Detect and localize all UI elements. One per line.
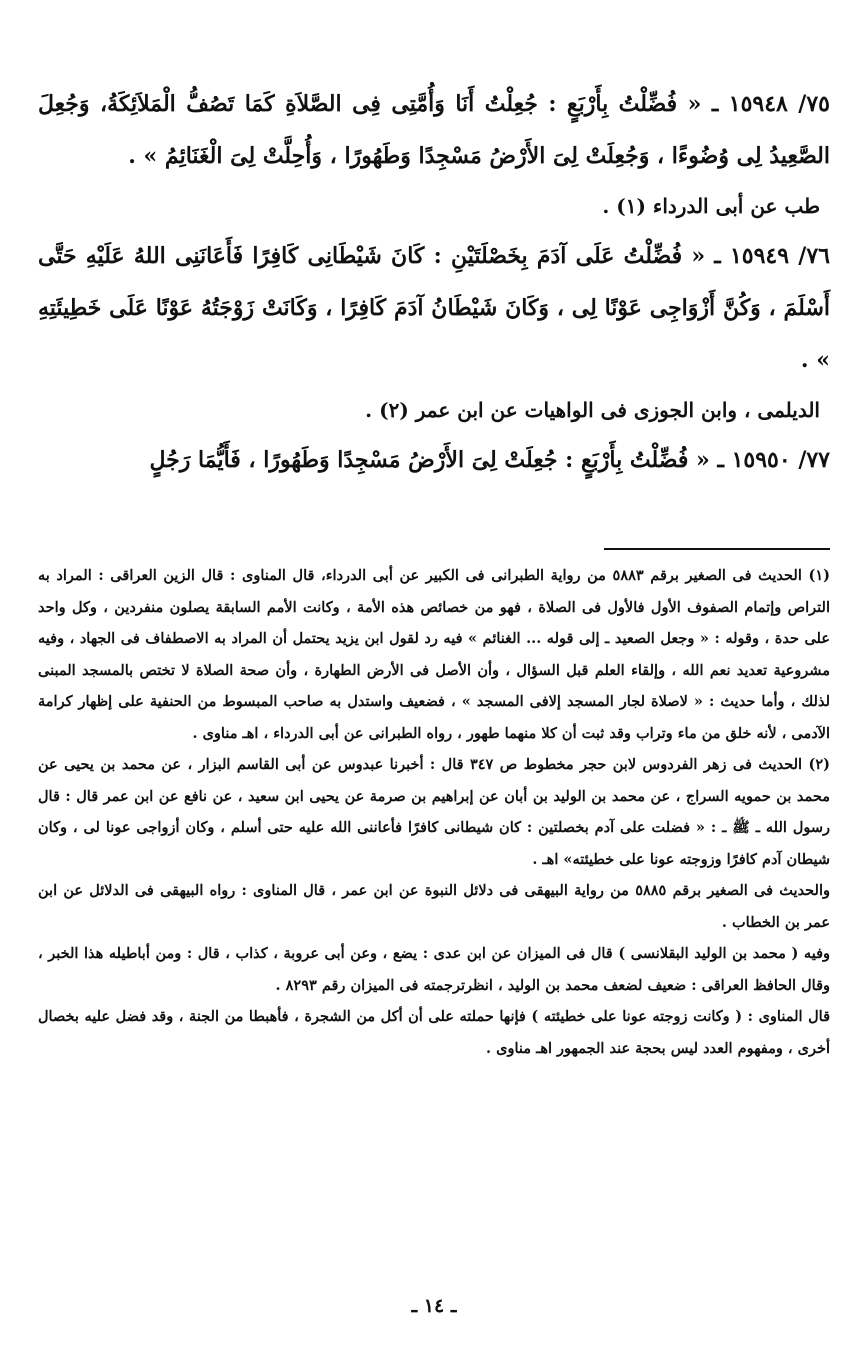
page-number: ـ ١٤ ـ	[411, 1295, 457, 1317]
book-page	[38, 78, 830, 1317]
hadith-76: ٧٦/ ١٥٩٤٩ ـ « فُضِّلْتُ عَلَى آدَمَ بِخَصْلَتَيْنِ : كَانَ شَيْطَانِى كَافِرًا فَأَعَانَنِى اللهُ عَلَيْهِ حَتَّى أَسْلَمَ ، وَكُنَّ أَزْوَاجِى عَوْنًا لِى ، وَكَانَ شَيْطَانُ آدَمَ كَافِرًا ، وَكَانَتْ زَوْجَتُهُ عَوْنًا عَلَى خَطِيئَتِهِ » .	[38, 243, 830, 373]
hadith-75-source: طب عن أبى الدرداء (١) .	[602, 194, 820, 218]
main-text	[38, 78, 830, 486]
footnote-2: (٢) الحديث فى زهر الفردوس لابن حجر مخطوط ص ٣٤٧ قال : أخبرنا عبدوس عن أبى القاسم البزار ، عن محمد بن يحيى عن محمد بن حمويه السراج ، عن محمد بن الوليد بن أبان عن إبراهيم بن صرمة عن يحيى ابن سعيد ، عن نافع عن ابن عمر قال : قال رسول الله ـ ﷺ ـ : « فضلت على آدم بخصلتين : كان شيطانى كافرًا فأعاننى الله عليه حتى أسلم ، وكان أزواجى عونا لى ، وكان شيطان آدم كافرًا وزوجته عونا على خطيئته» اهـ .	[38, 756, 830, 868]
footnotes	[38, 560, 830, 1064]
footnote-1: (١) الحديث فى الصغير برقم ٥٨٨٣ من رواية الطبرانى فى الكبير عن أبى الدرداء، قال المناوى : قال الزين العراقى : المراد به التراص وإتمام الصفوف الأول فالأول فى الصلاة ، فهو من خصائص هذه الأمة ، وكانت الأمم السابقة يصلون منفردين ، وكل واحد على حدة ، وقوله : « وجعل الصعيد ـ إلى قوله ... الغنائم » فيه رد لقول ابن يزيد يحتمل أن المراد به الاصطفاف فى الجهاد ، وفيه مشروعية تعديد نعم الله ، وإلقاء العلم قبل السؤال ، وأن الأصل فى الأرض الطهارة ، وأن صحة الصلاة لا تختص بالمسجد المبنى لذلك ، وأما حديث : « لاصلاة لجار المسجد إلافى المسجد » ، فضعيف واستدل به صاحب المبسوط من الحنفية على إظهار كرامة الآدمى ، لأنه خلق من ماء وتراب وقد ثبت أن كلا منهما طهور ، رواه الطبرانى عن أبى الدرداء ، اهـ مناوى .	[38, 567, 830, 742]
footnote-2-continued: والحديث فى الصغير برقم ٥٨٨٥ من رواية البيهقى فى دلائل النبوة عن ابن عمر ، قال المناوى : رواه البيهقى فى الدلائل عن ابن عمر بن الخطاب .	[38, 882, 830, 931]
footnote-separator	[604, 548, 830, 550]
hadith-75: ٧٥/ ١٥٩٤٨ ـ « فُضِّلْتُ بِأَرْبَعٍ : جُعِلْتُ أَنَا وَأُمَّتِى فِى الصَّلاَةِ كَمَا تَصُفُّ الْمَلاَئِكَةُ، وَجُعِلَ الصَّعِيدُ لِى وُضُوءًا ، وَجُعِلَتْ لِىَ الأَرْضُ مَسْجِدًا وَطَهُورًا ، وَأُحِلَّتْ لِىَ الْغَنَائِمُ » .	[38, 91, 830, 169]
hadith-76-source: الديلمى ، وابن الجوزى فى الواهيات عن ابن عمر (٢) .	[365, 398, 820, 422]
hadith-77: ٧٧/ ١٥٩٥٠ ـ « فُضِّلْتُ بِأَرْبَعٍ : جُعِلَتْ لِىَ الأَرْضُ مَسْجِدًا وَطَهُورًا ، فَأَيُّمَا رَجُلٍ	[149, 447, 830, 473]
footnote-2-narrator: وفيه ( محمد بن الوليد البقلانسى ) قال فى الميزان عن ابن عدى : يضع ، وعن أبى عروبة ، كذاب ، قال : ومن أباطيله هذا الخبر ، وقال الحافظ العراقى : ضعيف لضعف محمد بن الوليد ، انظرترجمته فى الميزان رقم ٨٢٩٣ .	[38, 945, 830, 994]
footnote-2-manawi: قال المناوى : ( وكانت زوجته عونا على خطيئته ) فإنها حملته على أن أكل من الشجرة ، فأهبطا من الجنة ، وقد فضل عليه بخصال أخرى ، ومفهوم العدد ليس بحجة عند الجمهور اهـ مناوى .	[38, 1008, 830, 1057]
